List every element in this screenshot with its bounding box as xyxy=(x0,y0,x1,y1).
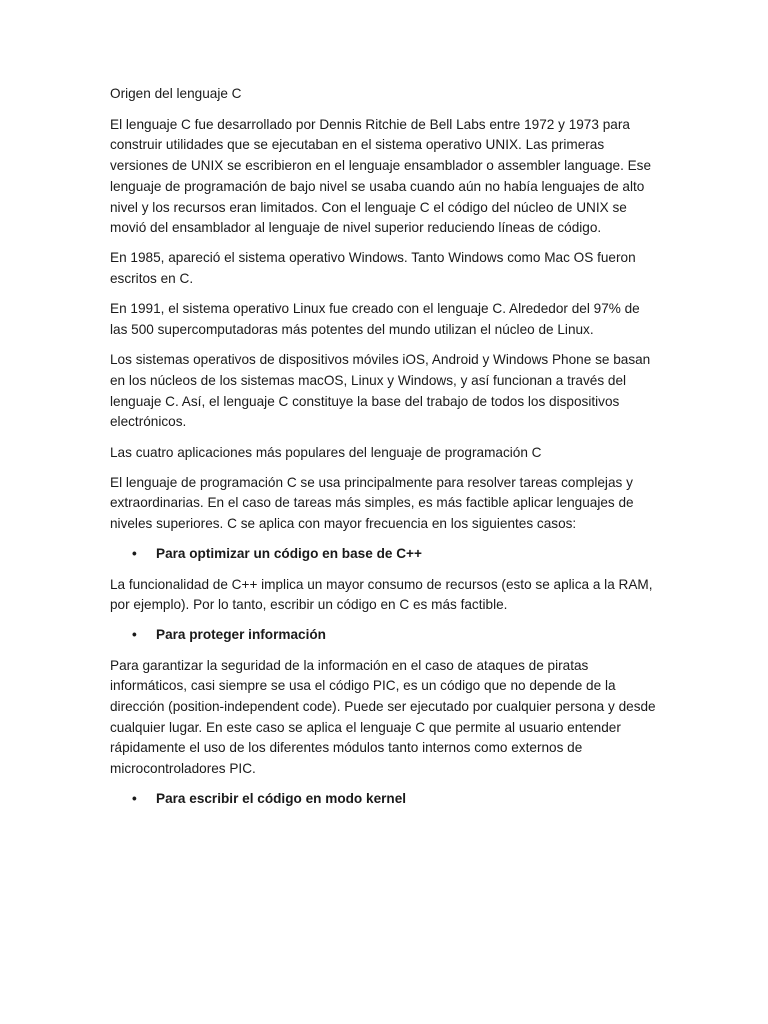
bullet-icon: • xyxy=(132,627,137,643)
paragraph-mobile: Los sistemas operativos de dispositivos móviles iOS, Android y Windows Phone se basan en los núcleos de los sistemas macOS, Linux y Windows, y así funcionan a través del lenguaje C. Así, el lenguaje C constituye la base del trabajo de todos los dispositivos electrónicos. xyxy=(110,352,651,430)
bullet-label: Para optimizar un código en base de C++ xyxy=(156,546,422,562)
bullet-item-optimize xyxy=(110,544,658,565)
paragraph-linux: En 1991, el sistema operativo Linux fue creado con el lenguaje C. Alrededor del 97% de las 500 supercomputadoras más potentes del mundo utilizan el núcleo de Linux. xyxy=(110,301,640,338)
paragraph-protect: Para garantizar la seguridad de la información en el caso de ataques de piratas informáticos, casi siempre se usa el código PIC, es un código que no depende de la dirección (position-independent code). Puede ser ejecutado por cualquier persona y desde cualquier lugar. En este caso se aplica el lenguaje C que permite al usuario entender rápidamente el uso de los diferentes módulos tanto internos como externos de microcontroladores PIC. xyxy=(110,657,656,777)
paragraph-windows: En 1985, apareció el sistema operativo Windows. Tanto Windows como Mac OS fueron escritos en C. xyxy=(110,250,636,287)
document-body xyxy=(110,84,658,820)
paragraph-origin: El lenguaje C fue desarrollado por Dennis Ritchie de Bell Labs entre 1972 y 1973 para construir utilidades que se ejecutaban en el sistema operativo UNIX. Las primeras versiones de UNIX se escribieron en el lenguaje ensamblador o assembler language. Ese lenguaje de programación de bajo nivel se usaba cuando aún no había lenguajes de alto nivel y los recursos eran limitados. Con el lenguaje C el código del núcleo de UNIX se movió del ensamblador al lenguaje de nivel superior reduciendo líneas de código. xyxy=(110,116,652,236)
bullet-icon: • xyxy=(132,791,137,807)
paragraph-applications-intro: El lenguaje de programación C se usa principalmente para resolver tareas complejas y extraordinarias. En el caso de tareas más simples, es más factible aplicar lenguajes de niveles superiores. C se aplica con mayor frecuencia en los siguientes casos: xyxy=(110,474,634,532)
bullet-label: Para escribir el código en modo kernel xyxy=(156,791,407,807)
document-title: Origen del lenguaje C xyxy=(110,86,242,101)
bullet-icon: • xyxy=(132,546,137,562)
bullet-item-protect xyxy=(110,625,658,646)
bullet-label: Para proteger información xyxy=(156,627,326,643)
section-heading-applications: Las cuatro aplicaciones más populares del lenguaje de programación C xyxy=(110,444,542,460)
bullet-item-kernel xyxy=(110,789,658,810)
paragraph-optimize: La funcionalidad de C++ implica un mayor consumo de recursos (esto se aplica a la RAM, por ejemplo). Por lo tanto, escribir un código en C es más factible. xyxy=(110,576,653,613)
